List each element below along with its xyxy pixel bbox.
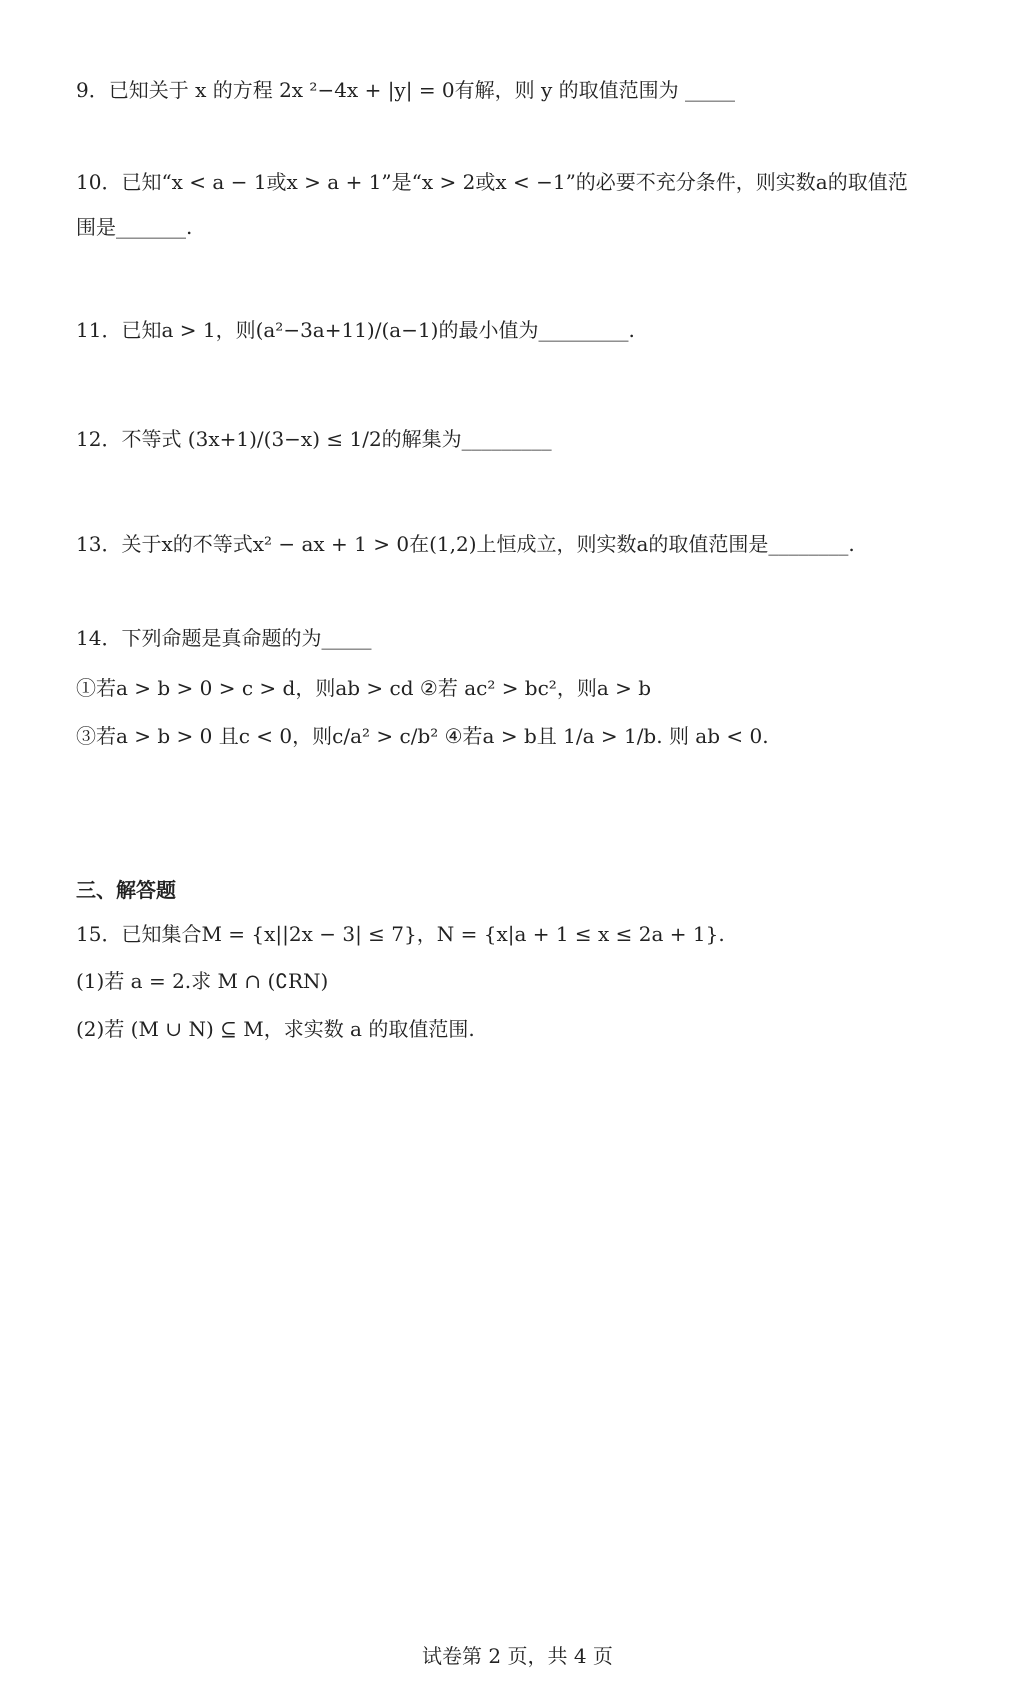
question-15-part-2: (2)若 (M ∪ N) ⊆ M，求实数 a 的取值范围. [76,1017,475,1041]
question-15-part-1: (1)若 a = 2.求 M ∩ (∁RN) [76,969,329,993]
question-13-line-1: 13．关于x的不等式x² − ax + 1 > 0在(1,2)上恒成立，则实数a的取值范围是________. [76,532,855,556]
question-15-line-1: 15．已知集合M = {x||2x − 3| ≤ 7}，N = {x|a + 1 ≤ x ≤ 2a + 1}. [76,922,725,946]
question-10-line-1: 10．已知“x < a − 1或x > a + 1”是“x > 2或x < −1”的必要不充分条件，则实数a的取值范 [76,170,908,194]
question-14-line-2: ①若a > b > 0 > c > d，则ab > cd ②若 ac² > bc²，则a > b [76,676,652,700]
question-9-line-1: 9．已知关于 x 的方程 2x ²−4x + |y| = 0有解，则 y 的取值范围为 _____ [76,78,736,102]
question-11-line-1: 11．已知a > 1，则(a²−3a+11)/(a−1)的最小值为_________. [76,318,635,342]
section-heading: 三、解答题 [76,878,176,902]
question-14-line-3: ③若a > b > 0 且c < 0，则c/a² > c/b² ④若a > b且 1/a > 1/b. 则 ab < 0. [76,724,769,748]
question-10-line-2: 围是_______. [76,215,193,239]
question-12-line-1: 12．不等式 (3x+1)/(3−x) ≤ 1/2的解集为_________ [76,427,552,451]
question-14-line-1: 14．下列命题是真命题的为_____ [76,626,372,650]
page-footer: 试卷第 2 页，共 4 页 [422,1644,613,1668]
